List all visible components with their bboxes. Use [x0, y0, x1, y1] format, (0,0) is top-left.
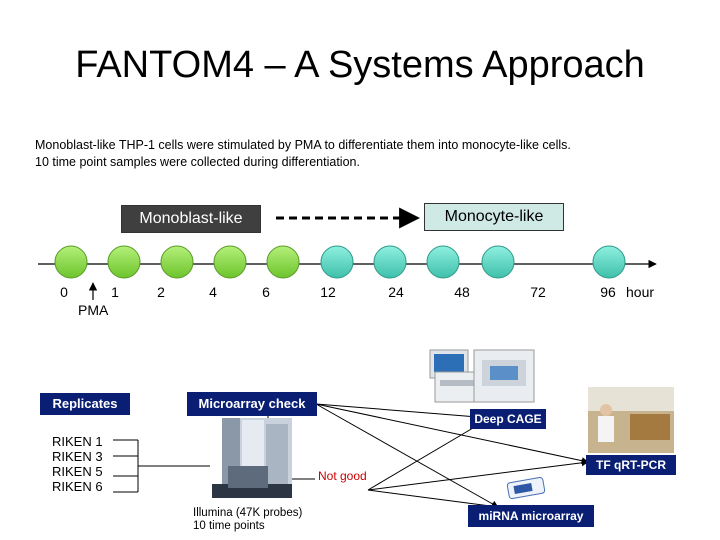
- mirna-microarray-box: miRNA microarray: [468, 505, 594, 527]
- timepoint-label-48: 48: [454, 284, 470, 300]
- description-line-2: 10 time point samples were collected during differentiation.: [35, 155, 360, 169]
- monocyte-like-label: Monocyte-like: [424, 203, 564, 231]
- timepoint-circle-96: [593, 246, 625, 278]
- tf-qrtpcr-box: TF qRT-PCR: [586, 455, 676, 475]
- timepoint-circle-1: [108, 246, 140, 278]
- timepoint-circle-0: [55, 246, 87, 278]
- replicates-box: Replicates: [40, 393, 130, 415]
- riken-item: RIKEN 3: [52, 449, 103, 464]
- deep-cage-box: Deep CAGE: [470, 409, 546, 429]
- riken-item: RIKEN 5: [52, 464, 103, 479]
- timepoint-label-4: 4: [209, 284, 217, 300]
- slide-title: FANTOM4 – A Systems Approach: [75, 44, 645, 86]
- timepoint-label-12: 12: [320, 284, 336, 300]
- timepoint-label-0: 0: [60, 284, 68, 300]
- pma-label: PMA: [78, 302, 109, 318]
- timepoint-circle-2: [161, 246, 193, 278]
- riken-list: [52, 434, 103, 494]
- illumina-scanner-image: [212, 418, 292, 498]
- timepoint-circle-12: [321, 246, 353, 278]
- timepoint-circle-4: [214, 246, 246, 278]
- timepoint-circle-48: [427, 246, 459, 278]
- timepoint-label-24: 24: [388, 284, 404, 300]
- timepoint-label-72: 72: [530, 284, 546, 300]
- lab-photo-image: [588, 387, 674, 453]
- time-unit-label: hour: [626, 284, 655, 300]
- riken-item: RIKEN 1: [52, 434, 103, 449]
- microarray-check-box: Microarray check: [187, 392, 317, 416]
- illumina-caption-line-2: 10 time points: [193, 520, 265, 532]
- timepoint-label-6: 6: [262, 284, 270, 300]
- description-line-1: Monoblast-like THP-1 cells were stimulated by PMA to differentiate them into monocyte-like cells.: [35, 138, 571, 152]
- timepoint-circles: [55, 246, 625, 278]
- timepoint-label-1: 1: [111, 284, 119, 300]
- riken-bracket: [113, 440, 210, 492]
- deep-cage-sequencer-image: [430, 350, 534, 402]
- not-good-label: Not good: [318, 469, 367, 483]
- timepoint-label-2: 2: [157, 284, 165, 300]
- illumina-caption-line-1: Illumina (47K probes): [193, 507, 303, 519]
- timepoint-circle-6: [267, 246, 299, 278]
- timepoint-circle-24: [374, 246, 406, 278]
- timepoint-circle-72: [482, 246, 514, 278]
- mirna-chip-image: [507, 477, 545, 499]
- assay-connector-arrows: [316, 404, 588, 507]
- riken-item: RIKEN 6: [52, 479, 103, 494]
- timepoint-label-96: 96: [600, 284, 616, 300]
- monoblast-like-label: Monoblast-like: [121, 205, 261, 233]
